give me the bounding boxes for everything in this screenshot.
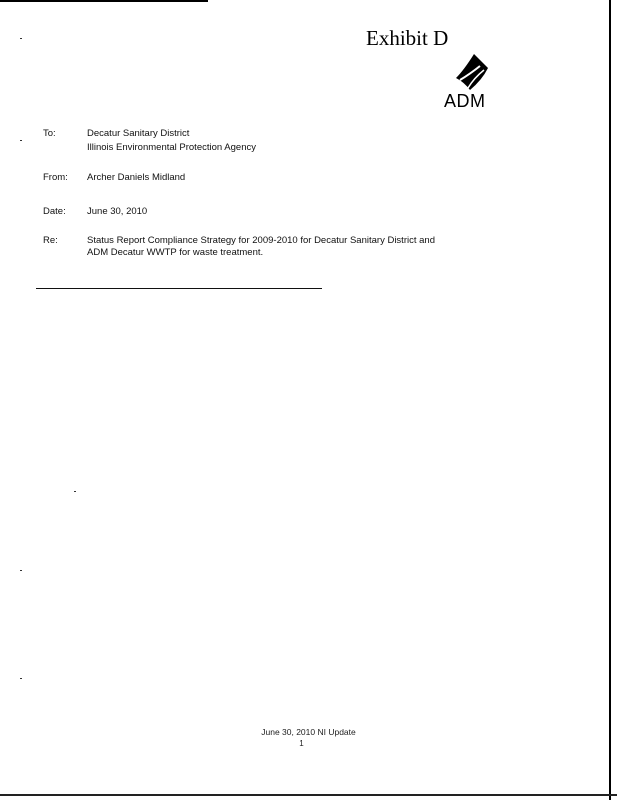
re-line-2: ADM Decatur WWTP for waste treatment. [87,247,264,258]
date-label: Date: [43,206,66,217]
from-value: Archer Daniels Midland [87,172,186,183]
date-value: June 30, 2010 [87,206,148,217]
scan-speck [20,570,22,571]
scan-edge-bottom [0,794,617,796]
scan-speck [20,678,22,679]
to-line-1: Decatur Sanitary District [87,128,190,139]
from-label: From: [43,172,68,183]
adm-logo [440,52,504,110]
exhibit-label: Exhibit D [366,26,449,50]
scan-speck [20,38,22,39]
logo-text: ADM [444,91,486,111]
adm-leaf-icon [440,52,504,92]
to-line-2: Illinois Environmental Protection Agency [87,142,256,153]
scan-edge-top [0,0,208,2]
footer-caption: June 30, 2010 NI Update [261,727,356,737]
scan-speck [20,140,22,141]
re-label: Re: [43,235,58,246]
divider-rule [36,288,322,289]
page-number: 1 [299,739,304,748]
scan-edge-right [609,0,611,800]
to-label: To: [43,128,56,139]
scan-speck [74,491,76,492]
re-line-1: Status Report Compliance Strategy for 2009-2010 for Decatur Sanitary District and [87,235,435,246]
